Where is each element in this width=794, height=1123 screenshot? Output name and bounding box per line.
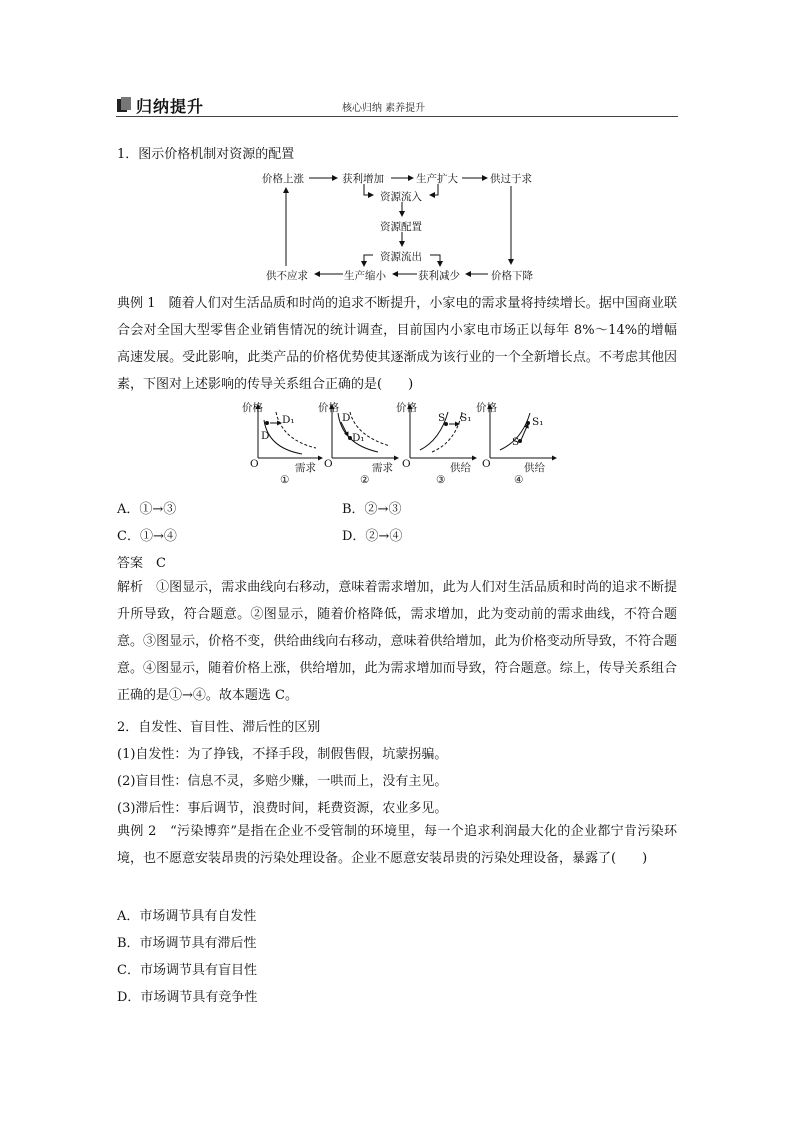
- graph1-origin: O: [250, 458, 259, 470]
- graph2-y-label: 价格: [318, 402, 339, 414]
- flow-resource-allocation: 资源配置: [380, 221, 422, 233]
- example1-option-d: D．②→④: [342, 529, 403, 544]
- example2-question: 典例 2 “污染博弈”是指在企业不受管制的环境里，每一个追求利润最大化的企业都宁肯污染环境，也不愿意安装昂贵的污染处理设备。企业不愿意安装昂贵的污染处理设备，暴露了( ): [117, 824, 677, 866]
- example1-option-b: B．②→③: [342, 502, 402, 517]
- graph2-curve-d1: D₁: [352, 432, 365, 444]
- header-title: 归纳提升: [136, 97, 205, 116]
- graph3-number: ③: [436, 474, 446, 486]
- flow-price-up: 价格上涨: [262, 173, 304, 185]
- example2-option-a: A．市场调节具有自发性: [117, 909, 257, 924]
- graph3-origin: O: [402, 458, 411, 470]
- example1-option-c: C．①→④: [117, 529, 177, 544]
- example1-option-a: A．①→③: [117, 502, 177, 517]
- flow-production-shrink: 生产缩小: [344, 270, 386, 282]
- flow-price-down: 价格下降: [491, 270, 533, 282]
- graph1-curve-d1: D₁: [282, 414, 295, 426]
- flow-profit-down: 获利减少: [418, 270, 460, 282]
- graphs-drawing: [0, 0, 794, 500]
- section2-item-3: (3)滞后性：事后调节，浪费时间，耗费资源，农业多见。: [117, 801, 448, 816]
- graph3-y-label: 价格: [396, 402, 417, 414]
- section2-item-1: (1)自发性：为了挣钱，不择手段，制假售假，坑蒙拐骗。: [117, 747, 448, 762]
- graph2-origin: O: [324, 458, 333, 470]
- flow-resource-outflow: 资源流出: [380, 251, 422, 263]
- graph4-curve-s: S: [512, 436, 520, 448]
- header-subtitle: 核心归纳 素养提升: [342, 103, 426, 114]
- graph4-x-label: 供给: [524, 462, 545, 474]
- section2-item-2: (2)盲目性：信息不灵，多赔少赚，一哄而上，没有主见。: [117, 774, 448, 789]
- example2-option-b: B．市场调节具有滞后性: [117, 936, 257, 951]
- graph3-x-label: 供给: [450, 462, 471, 474]
- example1-analysis: 解析 ①图显示，需求曲线向右移动，意味着需求增加，此为人们对生活品质和时尚的追求不断提升所导致，符合题意。②图显示，随着价格降低，需求增加，此为变动前的需求曲线，不符合题意。③图显示，价格不变，供给曲线向右移动，意味着供给增加，此为价格变动所导致，不符合题意。④图显示，随着价格上涨，供给增加，此为需求增加而导致，符合题意。综上，传导关系组合正确的是①→④。故本题选 C。: [117, 580, 677, 703]
- graph4-origin: O: [482, 458, 491, 470]
- flow-profit-up: 获利增加: [342, 173, 384, 185]
- graph2-number: ②: [360, 474, 370, 486]
- graph1-curve-d: D: [261, 430, 270, 442]
- graph3-curve-s1: S₁: [460, 412, 472, 424]
- flow-production-expand: 生产扩大: [416, 173, 458, 185]
- graph1-number: ①: [280, 474, 290, 486]
- graph1-x-label: 需求: [295, 462, 316, 474]
- graph4-curve-s1: S₁: [532, 416, 544, 428]
- graph2-curve-d: D: [342, 412, 351, 424]
- graph4-y-label: 价格: [476, 402, 497, 414]
- section2-heading: 2．自发性、盲目性、滞后性的区别: [117, 720, 321, 735]
- graph1-y-label: 价格: [242, 402, 263, 414]
- flow-supply-exceeds: 供过于求: [490, 173, 532, 185]
- example2-option-d: D．市场调节具有竞争性: [117, 990, 258, 1005]
- graph3-curve-s: S: [438, 412, 446, 424]
- example1-question: 典例 1 随着人们对生活品质和时尚的追求不断提升，小家电的需求量将持续增长。据中国商业联合会对全国大型零售企业销售情况的统计调查，目前国内小家电市场正以每年 8%～14%的增幅高速发展。受此影响，此类产品的价格优势使其逐渐成为该行业的一个全新增长点。不考虑其他因素，下图对上述影响的传导关系组合正确的是( ): [117, 296, 677, 392]
- flow-supply-short: 供不应求: [266, 270, 308, 282]
- section1-heading: 1．图示价格机制对资源的配置: [117, 147, 295, 162]
- example2-option-c: C．市场调节具有盲目性: [117, 963, 257, 978]
- example1-answer: 答案 C: [117, 556, 166, 571]
- graph2-x-label: 需求: [372, 462, 393, 474]
- graph4-number: ④: [514, 474, 524, 486]
- flow-resource-inflow: 资源流入: [380, 191, 422, 203]
